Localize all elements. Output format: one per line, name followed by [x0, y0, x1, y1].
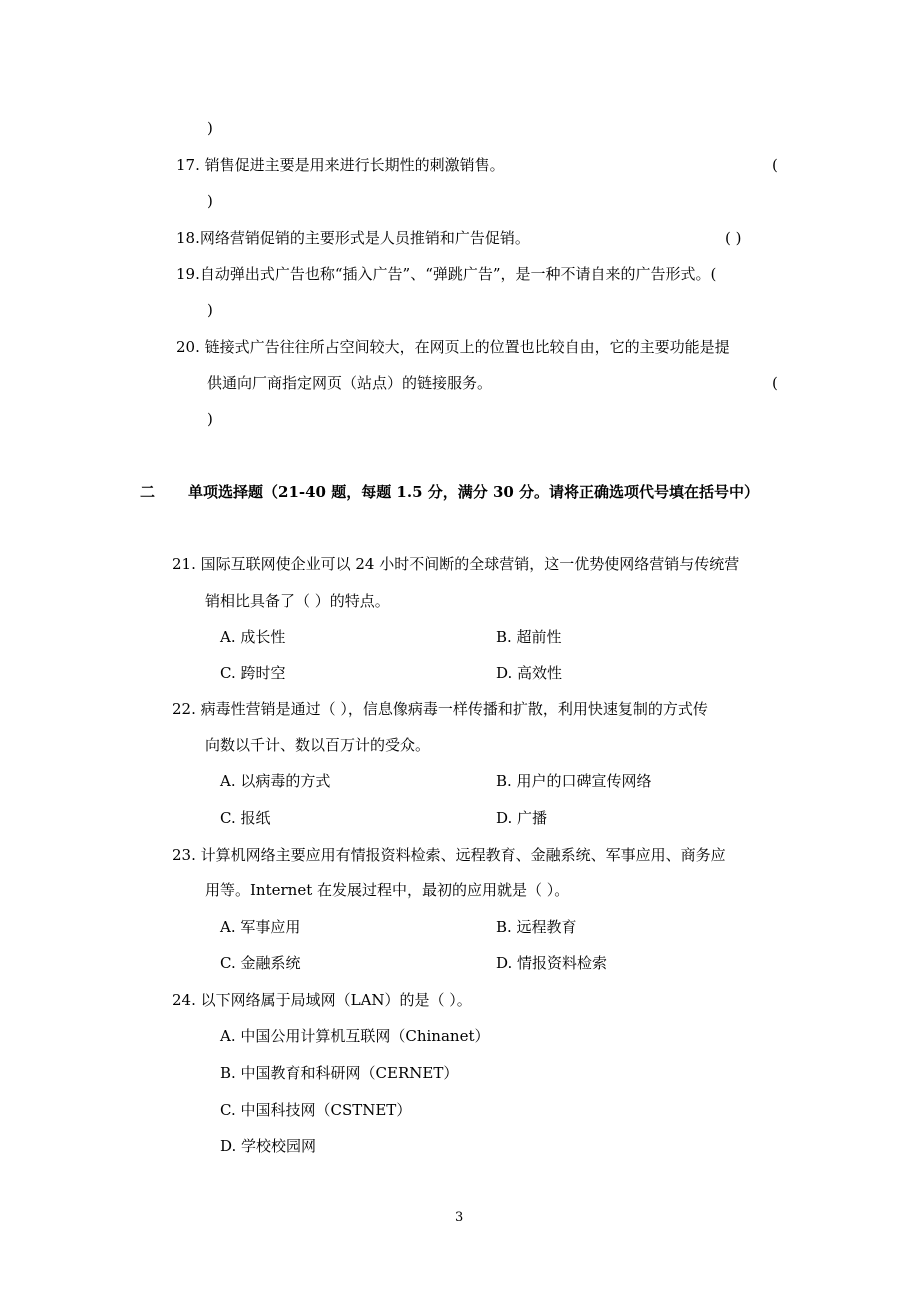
q21-option-d: D. 高效性: [496, 664, 563, 682]
q20-close-paren: ): [207, 410, 213, 428]
q23-option-c: C. 金融系统: [220, 954, 301, 972]
q17-text: 17. 销售促进主要是用来进行长期性的刺激销售。: [176, 156, 505, 174]
q23-option-a: A. 军事应用: [220, 918, 301, 936]
section-number: 二: [140, 483, 156, 501]
q22-option-d: D. 广播: [496, 809, 548, 827]
q23-option-b: B. 远程教育: [496, 918, 577, 936]
q22-option-a: A. 以病毒的方式: [220, 772, 331, 790]
q21-line2: 销相比具备了（ ）的特点。: [205, 592, 390, 610]
q19-close-paren: ): [207, 301, 213, 319]
q22-line2: 向数以千计、数以百万计的受众。: [205, 736, 431, 754]
q24-line1: 24. 以下网络属于局域网（LAN）的是（ ）。: [172, 991, 472, 1009]
q19-text: 19.自动弹出式广告也称“插入广告”、“弹跳广告”，是一种不请自来的广告形式。(: [176, 265, 717, 283]
q18-text: 18.网络营销促销的主要形式是人员推销和广告促销。: [176, 229, 530, 247]
q24-option-b: B. 中国教育和科研网（CERNET）: [220, 1064, 459, 1082]
q23-option-d: D. 情报资料检索: [496, 954, 608, 972]
q23-line1: 23. 计算机网络主要应用有情报资料检索、远程教育、金融系统、军事应用、商务应: [172, 846, 726, 864]
q21-option-c: C. 跨时空: [220, 664, 286, 682]
q20-open-paren: (: [772, 374, 778, 392]
q17-close-paren: ): [207, 192, 213, 210]
q20-line2: 供通向厂商指定网页（站点）的链接服务。: [207, 374, 493, 392]
q21-option-a: A. 成长性: [220, 628, 286, 646]
q23-line2: 用等。Internet 在发展过程中，最初的应用就是（ ）。: [205, 881, 570, 899]
q21-line1: 21. 国际互联网使企业可以 24 小时不间断的全球营销，这一优势使网络营销与传统营: [172, 555, 740, 573]
q24-option-c: C. 中国科技网（CSTNET）: [220, 1101, 412, 1119]
q22-line1: 22. 病毒性营销是通过（ ），信息像病毒一样传播和扩散，利用快速复制的方式传: [172, 700, 708, 718]
q17-open-paren: (: [772, 156, 778, 174]
q24-option-d: D. 学校校园网: [220, 1137, 317, 1155]
q24-option-a: A. 中国公用计算机互联网（Chinanet）: [220, 1027, 490, 1045]
q22-option-b: B. 用户的口碑宣传网络: [496, 772, 652, 790]
q22-option-c: C. 报纸: [220, 809, 271, 827]
page-number: 3: [455, 1210, 464, 1225]
section-title: 单项选择题（21-40 题，每题 1.5 分，满分 30 分。请将正确选项代号填在括号中）: [188, 483, 760, 501]
q20-line1: 20. 链接式广告往往所占空间较大，在网页上的位置也比较自由，它的主要功能是提: [176, 338, 730, 356]
q16-close-paren: ): [207, 119, 213, 137]
q18-paren: ( ): [725, 229, 742, 247]
q21-option-b: B. 超前性: [496, 628, 562, 646]
